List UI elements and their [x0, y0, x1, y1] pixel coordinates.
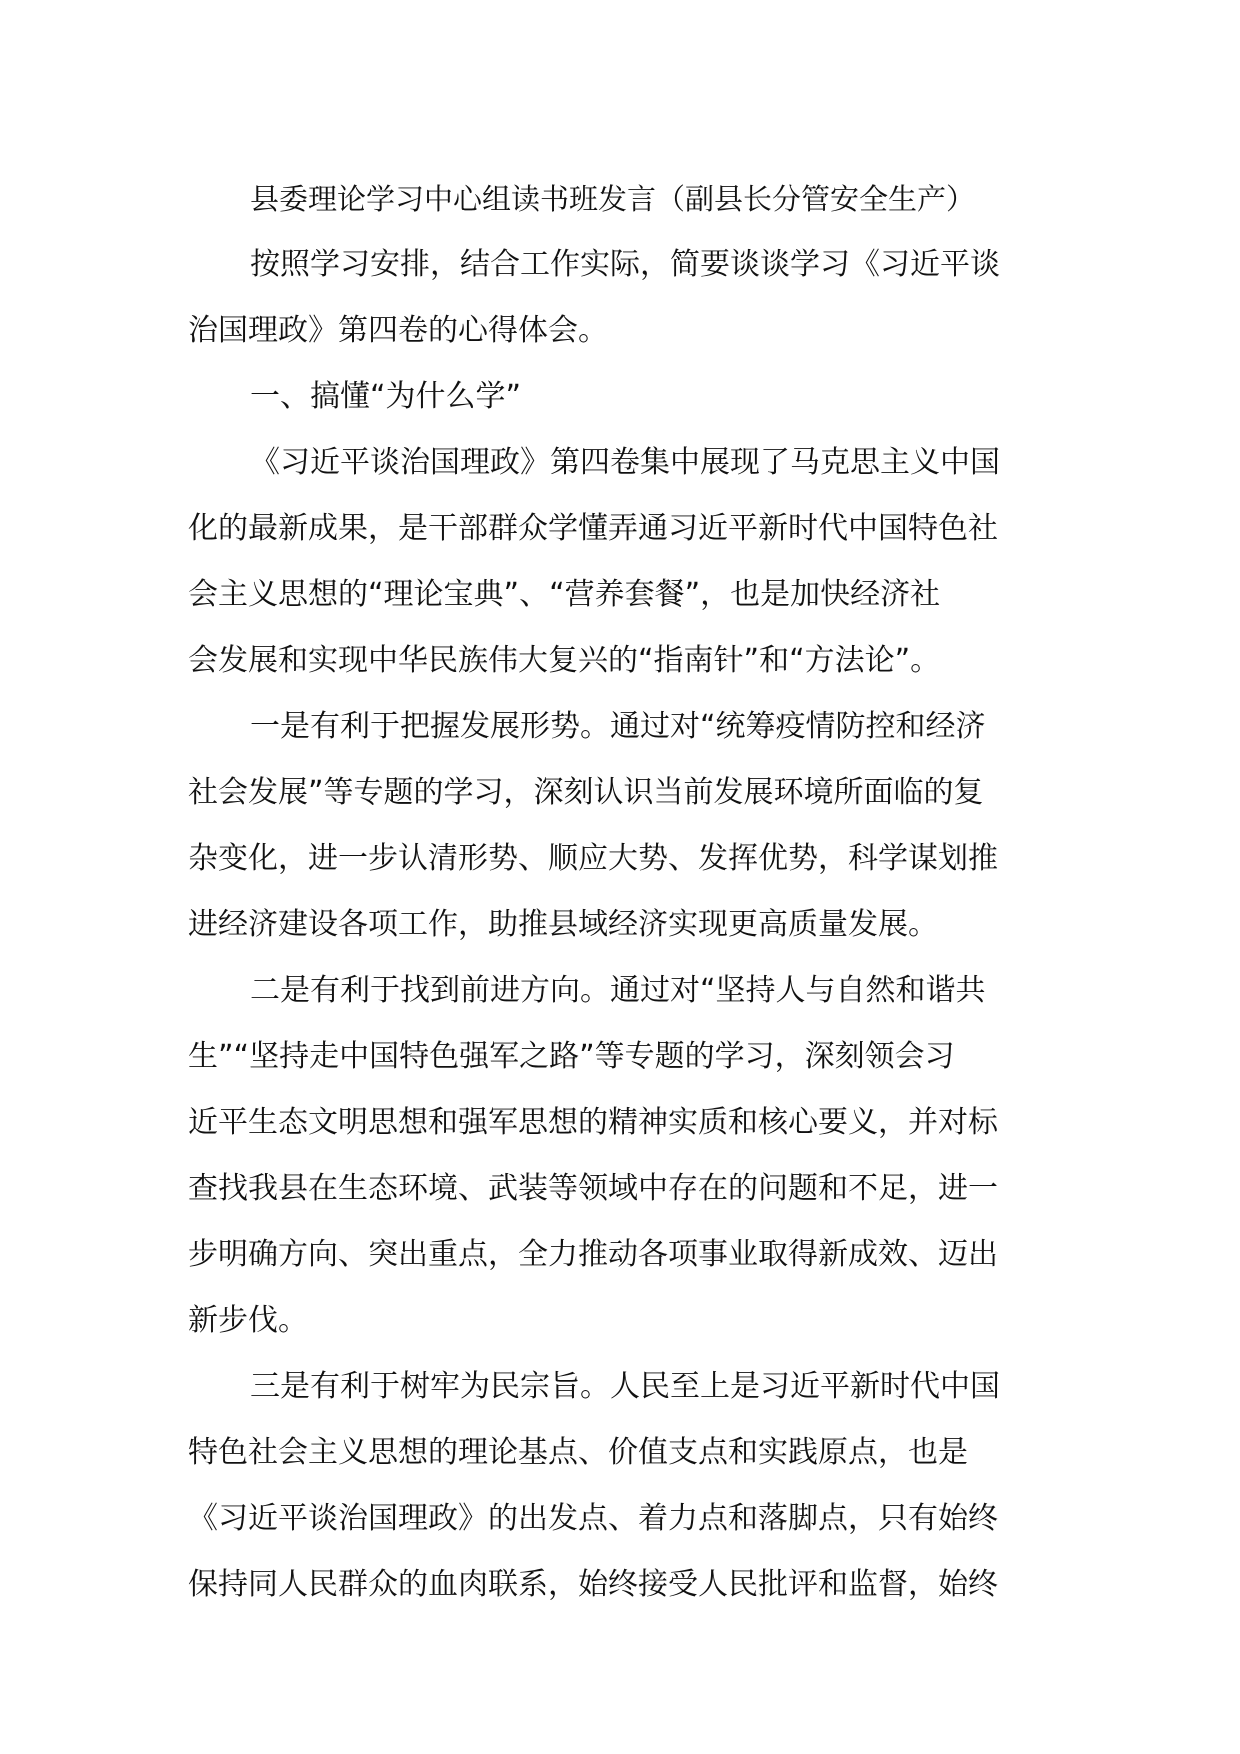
paragraph-line: 化的最新成果，是干部群众学懂弄通习近平新时代中国特色社	[188, 511, 998, 546]
paragraph-line: 杂变化，进一步认清形势、顺应大势、发挥优势，科学谋划推	[188, 841, 998, 876]
paragraph-line: 步明确方向、突出重点，全力推动各项事业取得新成效、迈出	[188, 1237, 998, 1272]
paragraph-line: 查找我县在生态环境、武装等领域中存在的问题和不足，进一	[188, 1171, 998, 1206]
paragraph-line: 生”“坚持走中国特色强军之路”等专题的学习，深刻领会习	[188, 1039, 955, 1074]
paragraph-line: 二是有利于找到前进方向。通过对“坚持人与自然和谐共	[250, 973, 986, 1008]
intro-line: 按照学习安排，结合工作实际，简要谈谈学习《习近平谈	[250, 247, 1000, 282]
paragraph-line: 进经济建设各项工作，助推县域经济实现更高质量发展。	[188, 907, 938, 942]
paragraph-line: 会发展和实现中华民族伟大复兴的“指南针”和“方法论”。	[188, 643, 941, 678]
paragraph-line: 近平生态文明思想和强军思想的精神实质和核心要义，并对标	[188, 1105, 998, 1140]
paragraph-line: 会主义思想的“理论宝典”、“营养套餐”，也是加快经济社	[188, 577, 941, 612]
paragraph-line: 社会发展”等专题的学习，深刻认识当前发展环境所面临的复	[188, 775, 984, 810]
intro-line: 治国理政》第四卷的心得体会。	[188, 313, 608, 348]
paragraph-line: 《习近平谈治国理政》的出发点、着力点和落脚点，只有始终	[188, 1501, 998, 1536]
paragraph-line: 特色社会主义思想的理论基点、价值支点和实践原点，也是	[188, 1435, 968, 1470]
document-title: 县委理论学习中心组读书班发言（副县长分管安全生产）	[250, 182, 976, 216]
document-body	[188, 166, 1054, 1618]
paragraph-line: 三是有利于树牢为民宗旨。人民至上是习近平新时代中国	[250, 1369, 1000, 1404]
paragraph-line: 一是有利于把握发展形势。通过对“统筹疫情防控和经济	[250, 709, 986, 744]
paragraph-line: 保持同人民群众的血肉联系，始终接受人民批评和监督，始终	[188, 1567, 998, 1602]
paragraph-line: 新步伐。	[188, 1303, 308, 1338]
paragraph-line: 《习近平谈治国理政》第四卷集中展现了马克思主义中国	[250, 445, 1000, 480]
section-heading: 一、搞懂“为什么学”	[250, 379, 522, 414]
